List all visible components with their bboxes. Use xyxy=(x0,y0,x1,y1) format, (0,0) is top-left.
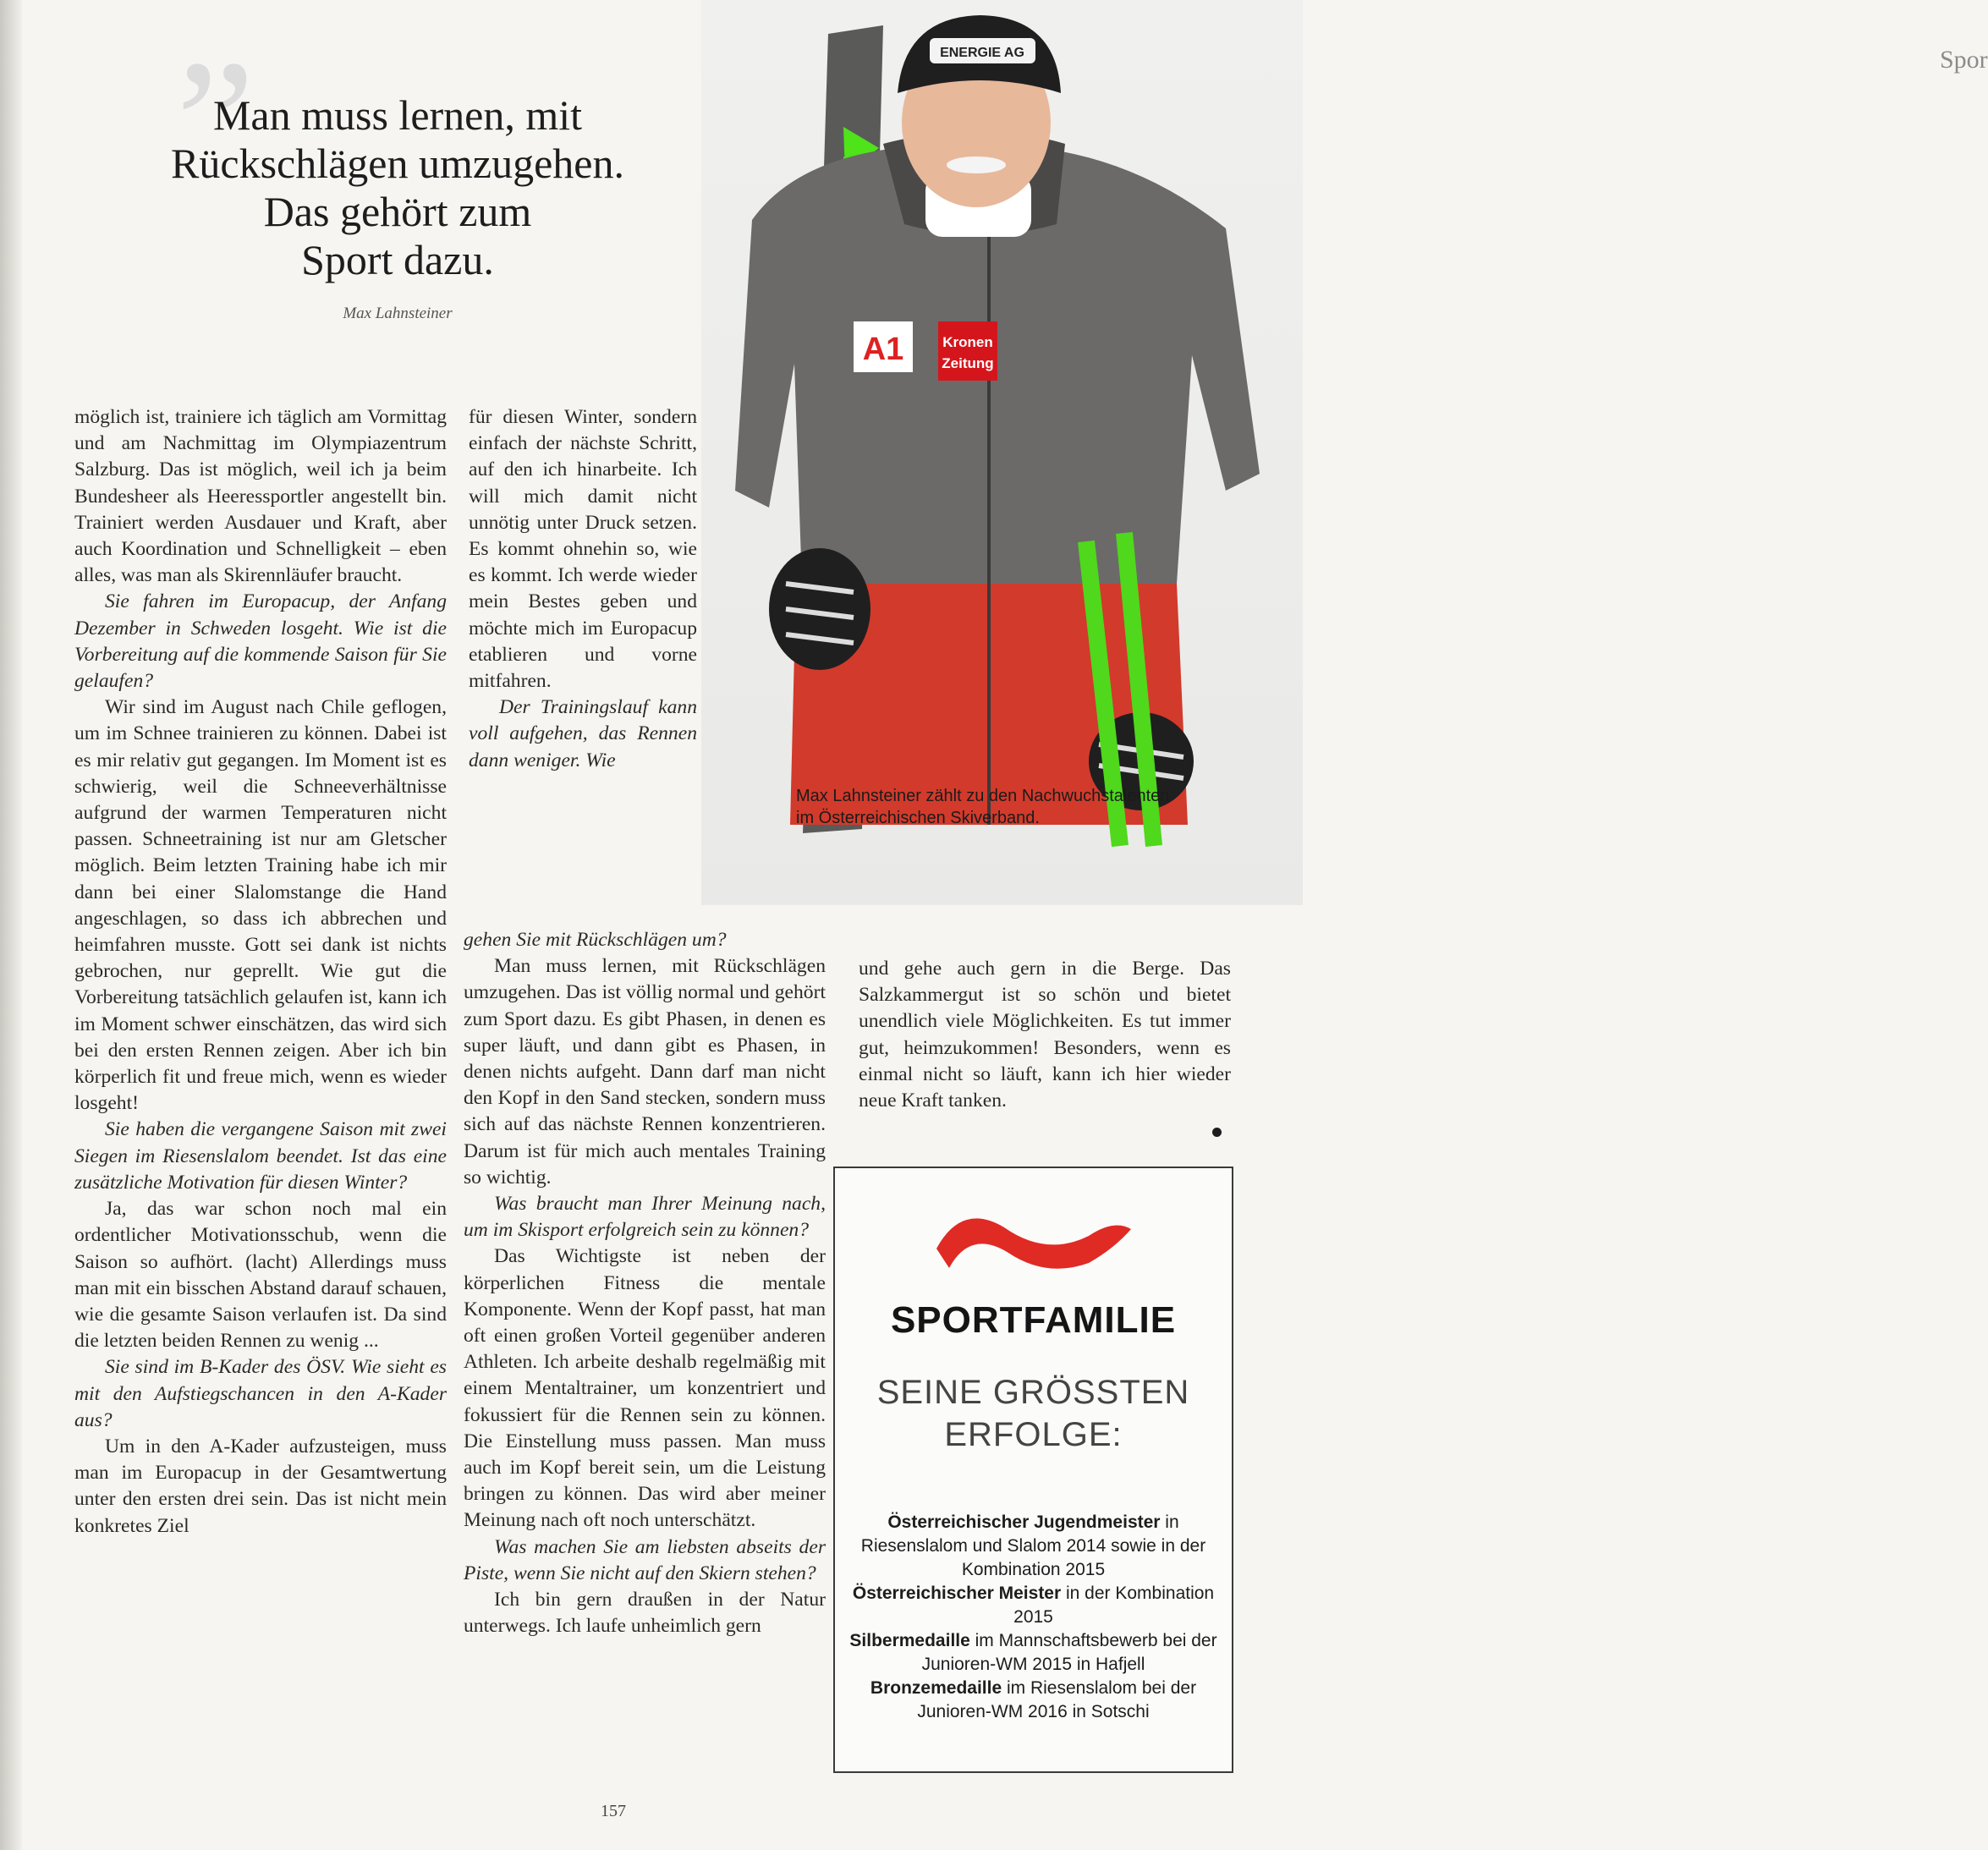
quote-mark-icon: ” xyxy=(176,25,255,221)
achievement-detail: im Mannschaftsbewerb bei der Junioren-WM 2015 in Hafjell xyxy=(921,1631,1217,1674)
achievement-item xyxy=(843,1582,1223,1629)
achievement-detail: im Riesenslalom bei der Junioren-WM 2016 in Sotschi xyxy=(917,1678,1197,1721)
answer-paragraph: und gehe auch gern in die Berge. Das Salzkammergut ist so schön und bietet unendlich viele Möglichkeiten. Es tut immer gut, heimzukommen! Besonders, wenn es einmal nicht so läuft, kann ich hier wieder neue Kraft tanken. xyxy=(859,958,1231,1112)
page-binding-shadow xyxy=(0,0,22,1850)
athlete-illustration xyxy=(701,0,1303,905)
article-end-mark xyxy=(1212,1128,1222,1137)
left-glove xyxy=(769,548,870,670)
sportfamilie-logo-icon xyxy=(835,1168,1232,1295)
box-subtitle-line: SEINE GRÖSSTEN xyxy=(876,1374,1190,1411)
question-paragraph: Was braucht man Ihrer Meinung nach, um im Skisport erfolgreich sein zu können? xyxy=(464,1193,826,1242)
answer-paragraph: Ich bin gern draußen in der Natur unterwegs. Ich laufe unheimlich gern xyxy=(464,1589,826,1638)
article-column-2 xyxy=(469,404,697,774)
question-paragraph: Sie haben die vergangene Saison mit zwei Siegen im Riesenslalom beendet. Ist das eine zusätzliche Motivation für diesen Winter? xyxy=(74,1118,447,1194)
achievement-title: Österreichischer Jugendmeister xyxy=(887,1512,1161,1532)
achievement-list xyxy=(843,1511,1223,1724)
box-subtitle-line: ERFOLGE: xyxy=(944,1416,1123,1453)
box-title: SPORTFAMILIE xyxy=(890,1299,1177,1341)
achievement-title: Österreichischer Meister xyxy=(852,1584,1062,1603)
answer-paragraph: Wir sind im August nach Chile geflogen, um im Schnee trainieren zu können. Dabei ist es mir relativ gut gegangen. Im Moment ist es schwierig, weil die Schneeverhältnisse aufgrund der warmen Temperaturen nicht passen. Schneetraining ist nur am Gletscher möglich. Beim letzten Training habe ich mir dann bei einer Slalomstange die Hand angeschlagen, so dass ich abbrechen und heimfahren musste. Gott sei dank ist nichts gebrochen, nur geprellt. Wie gut die Vorbereitung tatsächlich gelaufen ist, kann ich im Moment schwer einschätzen, das wird sich bei den ersten Rennen zeigen. Aber ich bin körperlich fit und freue mich, wenn es wieder losgeht! xyxy=(74,696,447,1115)
achievement-item xyxy=(843,1511,1223,1582)
achievement-title: Bronzemedaille xyxy=(870,1678,1002,1698)
sponsor-kronen: Kronen xyxy=(942,334,993,350)
answer-paragraph: möglich ist, trainiere ich täglich am Vormittag und am Nachmittag im Olympiazentrum Salzburg. Das ist möglich, weil ich ja beim Bundesheer als Heeressportler angestellt bin. Trainiert werden Ausdauer und Kraft, aber auch Koordination und Schnelligkeit – eben alles, was man als Skirennläufer braucht. xyxy=(74,406,447,587)
question-paragraph: Der Trainingslauf kann voll aufgehen, das Rennen dann weniger. Wie xyxy=(469,696,697,771)
article-column-2-lower xyxy=(464,927,826,1639)
achievement-item xyxy=(843,1677,1223,1724)
sportfamilie-box xyxy=(833,1167,1233,1773)
cap-brand: ENERGIE AG xyxy=(940,46,1024,60)
caption-line: im Österreichischen Skiverband. xyxy=(796,809,1040,827)
question-paragraph: gehen Sie mit Rückschlägen um? xyxy=(464,929,727,951)
question-paragraph: Sie sind im B-Kader des ÖSV. Wie sieht es mit den Aufstiegschancen in den A-Kader aus? xyxy=(74,1356,447,1431)
caption-line: Max Lahnsteiner zählt zu den Nachwuchstalenten xyxy=(796,787,1170,805)
pull-quote-line: Das gehört zum xyxy=(263,188,532,235)
pull-quote xyxy=(144,91,651,284)
answer-paragraph: für diesen Winter, sondern einfach der nächste Schritt, auf den ich hinarbeite. Ich will mich damit nicht unnötig unter Druck setzen. Es kommt ohnehin so, wie es kommt. Ich werde wieder mein Bestes geben und möchte mich im Europacup etablieren und vorne mitfahren. xyxy=(469,406,697,693)
pull-quote-line: Man muss lernen, mit xyxy=(212,91,583,139)
article-column-3 xyxy=(859,956,1231,1114)
answer-paragraph: Man muss lernen, mit Rückschlägen umzugehen. Das ist völlig normal und gehört zum Sport dazu. Es gibt Phasen, in denen es super läuft, und dann gibt es Phasen, in denen nichts aufgeht. Dann darf man nicht den Kopf in den Sand stecken, sondern muss sich auf das nächste Rennen konzentrieren. Darum ist für mich auch mentales Training so wichtig. xyxy=(464,955,826,1189)
sponsor-zeitung: Zeitung xyxy=(942,355,994,371)
answer-paragraph: Um in den A-Kader aufzusteigen, muss man im Europacup in der Gesamtwertung unter den ersten drei sein. Das ist nicht mein konkretes Ziel xyxy=(74,1435,447,1537)
photo-caption xyxy=(796,785,1229,829)
achievement-detail: in der Kombination 2015 xyxy=(1013,1584,1215,1627)
pull-quote-author: Max Lahnsteiner xyxy=(343,305,453,322)
article-column-1 xyxy=(74,404,447,1540)
box-subtitle xyxy=(835,1371,1232,1456)
question-paragraph: Was machen Sie am liebsten abseits der Piste, wenn Sie nicht auf den Skiern stehen? xyxy=(464,1535,826,1584)
achievement-item xyxy=(843,1629,1223,1677)
achievement-detail: in Riesenslalom und Slalom 2014 sowie in der Kombination 2015 xyxy=(860,1512,1206,1579)
pull-quote-line: Sport dazu. xyxy=(301,236,494,283)
answer-paragraph: Ja, das war schon noch mal ein ordentlicher Motivationsschub, wenn die Saison so aufhört. (lacht) Allerdings muss man mit ein bisschen Abstand darauf schauen, wie die gesamte Saison verlaufen ist. Da sind die letzten beiden Rennen zu wenig ... xyxy=(74,1198,447,1353)
athlete-photo xyxy=(701,0,1988,905)
page-number: 157 xyxy=(601,1802,626,1820)
answer-paragraph: Das Wichtigste ist neben der körperlichen Fitness die mentale Komponente. Wenn der Kopf passt, hat man oft einen großen Vorteil gegenüber anderen Athleten. Ich arbeite deshalb regelmäßig mit einem Mentaltrainer, um konzentriert und fokussiert für die Rennen sein zu können. Die Einstellung muss passen. Man muss auch im Kopf bereit sein, um die Leistung bringen zu können. Das wird aber meiner Meinung nach oft noch unterschätzt. xyxy=(464,1245,826,1532)
section-label: Spor xyxy=(1940,46,1988,74)
pull-quote-line: Rückschlägen umzugehen. xyxy=(171,140,624,187)
sponsor-a1: A1 xyxy=(862,332,904,367)
question-paragraph: Sie fahren im Europacup, der Anfang Dezember in Schweden losgeht. Wie ist die Vorbereitung auf die kommende Saison für Sie gelaufen? xyxy=(74,590,447,693)
achievement-title: Silbermedaille xyxy=(849,1631,970,1650)
